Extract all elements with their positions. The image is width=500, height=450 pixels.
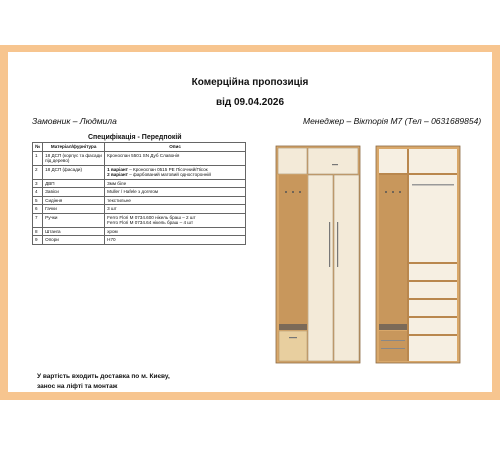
row-material: Опори bbox=[43, 236, 105, 245]
row-number: 7 bbox=[33, 213, 43, 227]
wardrobe-closed-illustration bbox=[274, 142, 364, 367]
row-number: 9 bbox=[33, 236, 43, 245]
table-row bbox=[33, 205, 246, 214]
row-material: Штанга bbox=[43, 227, 105, 236]
row-description: хром bbox=[105, 227, 246, 236]
spec-header-row bbox=[33, 143, 246, 152]
delivery-note-line-2: занос на ліфті та монтаж bbox=[37, 382, 118, 390]
row-material: Гачки bbox=[43, 205, 105, 214]
row-number: 1 bbox=[33, 151, 43, 165]
row-number: 3 bbox=[33, 179, 43, 188]
variant-2-text: – фарбований матовий односторонній bbox=[127, 172, 211, 177]
row-number: 2 bbox=[33, 165, 43, 179]
variant-2-label: 2 варіант bbox=[107, 172, 128, 177]
row-description bbox=[105, 165, 246, 179]
variant-1-label: 1 варіант bbox=[107, 166, 128, 172]
spec-table bbox=[32, 142, 246, 245]
row-description: Кроноспан 5501 SN Дуб Славонія bbox=[105, 151, 246, 165]
spec-title: Специфікація - Передпокій bbox=[88, 134, 182, 141]
row-material: Ручки bbox=[43, 213, 105, 227]
handle-line-2: Ferro Flori M 0734.64 нікель браш – 4 шт bbox=[107, 220, 194, 225]
document-title: Комерційна пропозиція bbox=[191, 77, 309, 88]
row-number: 6 bbox=[33, 205, 43, 214]
manager-contact: Менеджер – Вікторія М7 (Тел – 0631689854) bbox=[303, 116, 482, 126]
delivery-note-line-1: У вартість входить доставка по м. Києву, bbox=[37, 373, 170, 380]
table-row bbox=[33, 179, 246, 188]
row-description: Muller / Hafele з догягом bbox=[105, 188, 246, 197]
table-row bbox=[33, 213, 246, 227]
col-material: Матеріал/фурнітура bbox=[43, 143, 105, 152]
row-material: 18 ДСП (фасади) bbox=[43, 165, 105, 179]
row-description: H70 bbox=[105, 236, 246, 245]
handle-line-1: Ferro Flori M 0734.600 нікель браш – 2 шт bbox=[107, 214, 196, 220]
row-material: Завіси bbox=[43, 188, 105, 197]
row-description: текстильне bbox=[105, 196, 246, 205]
row-number: 8 bbox=[33, 227, 43, 236]
variant-1-text: – Кроноспан 0515 PE Пісочний/Пісок bbox=[127, 166, 208, 172]
row-number: 4 bbox=[33, 188, 43, 197]
wardrobe-open-illustration bbox=[374, 142, 464, 367]
delivery-note bbox=[37, 372, 170, 392]
row-number: 5 bbox=[33, 196, 43, 205]
page-frame bbox=[0, 45, 500, 400]
row-description: 3мм біле bbox=[105, 179, 246, 188]
table-row bbox=[33, 227, 246, 236]
row-material: Сидіння bbox=[43, 196, 105, 205]
row-material: ДВП bbox=[43, 179, 105, 188]
col-description: Опис bbox=[105, 143, 246, 152]
table-row bbox=[33, 196, 246, 205]
row-description: 3 шт bbox=[105, 205, 246, 214]
document-sheet bbox=[8, 52, 492, 392]
table-row bbox=[33, 188, 246, 197]
table-row bbox=[33, 165, 246, 179]
client-name: Замовник – Людмила bbox=[32, 116, 117, 126]
table-row bbox=[33, 151, 246, 165]
table-row bbox=[33, 236, 246, 245]
col-number: № bbox=[33, 143, 43, 152]
document-date: від 09.04.2026 bbox=[215, 97, 285, 108]
row-description bbox=[105, 213, 246, 227]
row-material: 18 ДСП (корпус та фасади під дерево) bbox=[43, 151, 105, 165]
